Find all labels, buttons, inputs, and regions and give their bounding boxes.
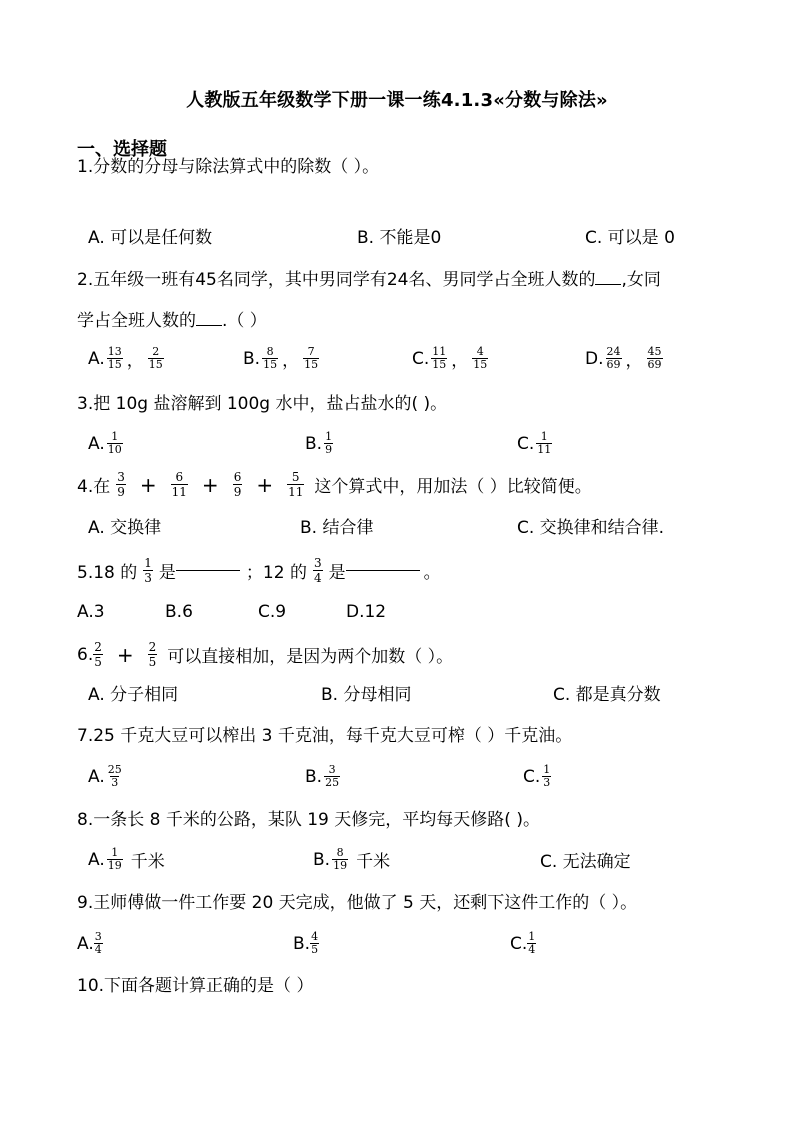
fraction — [107, 346, 123, 371]
fraction — [233, 470, 243, 499]
q4-suffix: 这个算式中，用加法（ ）比较简便。 — [314, 477, 592, 497]
denominator: 11 — [537, 443, 552, 456]
separator: ， — [282, 351, 300, 371]
numerator: 7 — [307, 345, 315, 358]
q5-option-a: A.3 — [77, 602, 105, 622]
numerator: 6 — [175, 470, 184, 484]
option-label: B. — [243, 348, 261, 369]
option-label: A. — [88, 766, 105, 787]
answer-blank — [176, 570, 240, 571]
q3-option-c — [517, 431, 554, 456]
fraction — [107, 847, 123, 872]
option-label: C. — [523, 766, 541, 787]
denominator: 5 — [148, 655, 157, 669]
question-2-line-1 — [77, 268, 661, 292]
denominator: 4 — [94, 943, 102, 956]
q9-option-c — [510, 931, 538, 956]
q7-option-a — [88, 764, 125, 789]
question-2-line-2 — [77, 309, 267, 333]
q7-option-c — [523, 764, 553, 789]
separator: ， — [126, 351, 144, 371]
numerator: 2 — [152, 345, 160, 358]
q5-option-c: C.9 — [258, 602, 287, 622]
answer-blank — [595, 284, 621, 285]
numerator: 6 — [233, 470, 242, 484]
fraction — [303, 346, 319, 371]
option-label: A. — [88, 433, 105, 454]
q1-option-b: B. 不能是0 — [357, 228, 442, 248]
numerator: 24 — [606, 345, 621, 358]
fraction — [310, 931, 319, 956]
numerator: 3 — [313, 556, 322, 570]
q2-option-c — [412, 346, 490, 371]
fraction — [527, 931, 536, 956]
numerator: 25 — [107, 763, 122, 776]
option-label: B. — [305, 766, 323, 787]
fraction — [324, 764, 340, 789]
denominator: 19 — [333, 859, 348, 872]
denominator: 9 — [117, 485, 125, 499]
q6-suffix: 可以直接相加，是因为两个加数（ ）。 — [167, 647, 454, 667]
question-9: 9.王师傅做一件工作要 20 天完成，他做了 5 天，还剩下这件工作的（ ）。 — [77, 893, 638, 913]
q8-option-c: C. 无法确定 — [540, 852, 631, 872]
numerator: 1 — [325, 430, 333, 443]
numerator: 1 — [543, 763, 551, 776]
q4-option-a: A. 交换律 — [88, 518, 162, 538]
unit-label: 千米 — [356, 852, 391, 872]
numerator: 8 — [266, 345, 274, 358]
question-4 — [77, 470, 592, 499]
numerator: 1 — [540, 430, 548, 443]
denominator: 5 — [94, 655, 102, 669]
denominator: 19 — [107, 859, 122, 872]
fraction — [606, 346, 622, 371]
numerator: 11 — [432, 345, 447, 358]
option-label: A. — [88, 849, 105, 870]
fraction — [472, 346, 488, 371]
q5-text: 。 — [423, 563, 441, 583]
fraction — [542, 764, 551, 789]
numerator: 4 — [311, 930, 319, 943]
fraction — [93, 640, 103, 669]
numerator: 45 — [647, 345, 662, 358]
q5-text: 是 — [328, 563, 346, 583]
plus-sign: + — [256, 472, 274, 497]
fraction — [324, 431, 333, 456]
numerator: 13 — [107, 345, 122, 358]
fraction — [332, 847, 348, 872]
denominator: 15 — [473, 358, 488, 371]
option-label: B. — [313, 849, 331, 870]
fraction — [313, 556, 323, 585]
option-label: C. — [412, 348, 430, 369]
denominator: 15 — [304, 358, 319, 371]
q8-option-a — [88, 847, 165, 872]
separator: ， — [625, 351, 643, 371]
question-7: 7.25 千克大豆可以榨出 3 千克油，每千克大豆可榨（ ）千克油。 — [77, 726, 573, 746]
denominator: 11 — [171, 485, 187, 499]
denominator: 3 — [144, 571, 152, 585]
q4-option-c: C. 交换律和结合律. — [517, 518, 665, 538]
denominator: 9 — [233, 485, 242, 499]
fraction — [116, 470, 126, 499]
fraction — [148, 640, 158, 669]
q2-option-b — [243, 346, 321, 371]
page-title: 人教版五年级数学下册一课一练4.1.3«分数与除法» — [186, 90, 608, 111]
q5-text: 5.18 的 — [77, 563, 138, 583]
q2-option-d — [585, 346, 665, 371]
plus-sign: + — [116, 642, 134, 667]
denominator: 5 — [311, 943, 319, 956]
denominator: 69 — [647, 358, 662, 371]
numerator: 1 — [111, 430, 119, 443]
q5-option-d: D.12 — [346, 602, 387, 622]
fraction — [107, 764, 123, 789]
q1-option-c: C. 可以是 0 — [585, 228, 675, 248]
denominator: 15 — [107, 358, 122, 371]
numerator: 4 — [476, 345, 484, 358]
q6-prefix: 6. — [77, 644, 94, 665]
denominator: 15 — [148, 358, 163, 371]
fraction — [171, 470, 188, 499]
q4-option-b: B. 结合律 — [300, 518, 374, 538]
plus-sign: + — [201, 472, 219, 497]
q1-option-a: A. 可以是任何数 — [88, 228, 213, 248]
fraction — [647, 346, 663, 371]
option-label: C. — [510, 933, 528, 954]
denominator: 25 — [325, 776, 340, 789]
q9-option-a — [77, 931, 105, 956]
fraction — [148, 346, 164, 371]
option-label: B. — [293, 933, 311, 954]
denominator: 69 — [606, 358, 621, 371]
numerator: 3 — [94, 930, 102, 943]
answer-blank — [196, 325, 222, 326]
q9-option-b — [293, 931, 321, 956]
q6-option-c: C. 都是真分数 — [553, 685, 661, 705]
q2-text-part-3: 学占全班人数的 — [77, 311, 196, 331]
unit-label: 千米 — [130, 852, 165, 872]
numerator: 1 — [144, 556, 152, 570]
question-10: 10.下面各题计算正确的是（ ） — [77, 976, 314, 996]
question-3: 3.把 10g 盐溶解到 100g 水中，盐占盐水的( )。 — [77, 394, 448, 414]
fraction — [536, 431, 552, 456]
numerator: 3 — [117, 470, 125, 484]
numerator: 3 — [328, 763, 336, 776]
numerator: 1 — [111, 846, 119, 859]
numerator: 2 — [148, 640, 157, 654]
q2-text-part-2: ,女同 — [621, 270, 661, 290]
q2-text-part-1: 2.五年级一班有45名同学，其中男同学有24名、男同学占全班人数的 — [77, 270, 596, 290]
fraction — [262, 346, 278, 371]
question-1: 1.分数的分母与除法算式中的除数（ ）。 — [77, 157, 380, 177]
question-8: 8.一条长 8 千米的公路，某队 19 天修完，平均每天修路( )。 — [77, 810, 540, 830]
denominator: 11 — [288, 485, 304, 499]
fraction — [287, 470, 304, 499]
q5-text: 是 — [158, 563, 176, 583]
denominator: 15 — [263, 358, 278, 371]
q2-option-a — [88, 346, 166, 371]
numerator: 1 — [528, 930, 536, 943]
option-label: B. — [305, 433, 323, 454]
question-5 — [77, 556, 441, 585]
q3-option-a — [88, 431, 125, 456]
denominator: 3 — [543, 776, 551, 789]
fraction — [107, 431, 123, 456]
q6-option-b: B. 分母相同 — [321, 685, 412, 705]
option-label: A. — [88, 348, 105, 369]
q3-option-b — [305, 431, 335, 456]
denominator: 10 — [107, 443, 122, 456]
fraction — [431, 346, 447, 371]
q5-text: ；12 的 — [245, 563, 307, 583]
fraction — [143, 556, 153, 585]
denominator: 15 — [432, 358, 447, 371]
q5-option-b: B.6 — [165, 602, 193, 622]
option-label: C. — [517, 433, 535, 454]
option-label: A. — [77, 933, 94, 954]
section-heading: 一、选择题 — [77, 139, 167, 160]
numerator: 8 — [336, 846, 344, 859]
numerator: 5 — [291, 470, 300, 484]
answer-blank — [346, 570, 420, 571]
denominator: 4 — [313, 571, 322, 585]
denominator: 9 — [325, 443, 333, 456]
denominator: 3 — [111, 776, 119, 789]
separator: ， — [451, 351, 469, 371]
denominator: 4 — [528, 943, 536, 956]
q6-option-a: A. 分子相同 — [88, 685, 179, 705]
fraction — [94, 931, 103, 956]
q7-option-b — [305, 764, 342, 789]
plus-sign: + — [139, 472, 157, 497]
question-6 — [77, 640, 453, 669]
option-label: D. — [585, 348, 604, 369]
q2-text-part-4: .（ ） — [222, 311, 267, 331]
numerator: 2 — [94, 640, 102, 654]
q8-option-b — [313, 847, 390, 872]
q4-prefix: 4.在 — [77, 477, 111, 497]
